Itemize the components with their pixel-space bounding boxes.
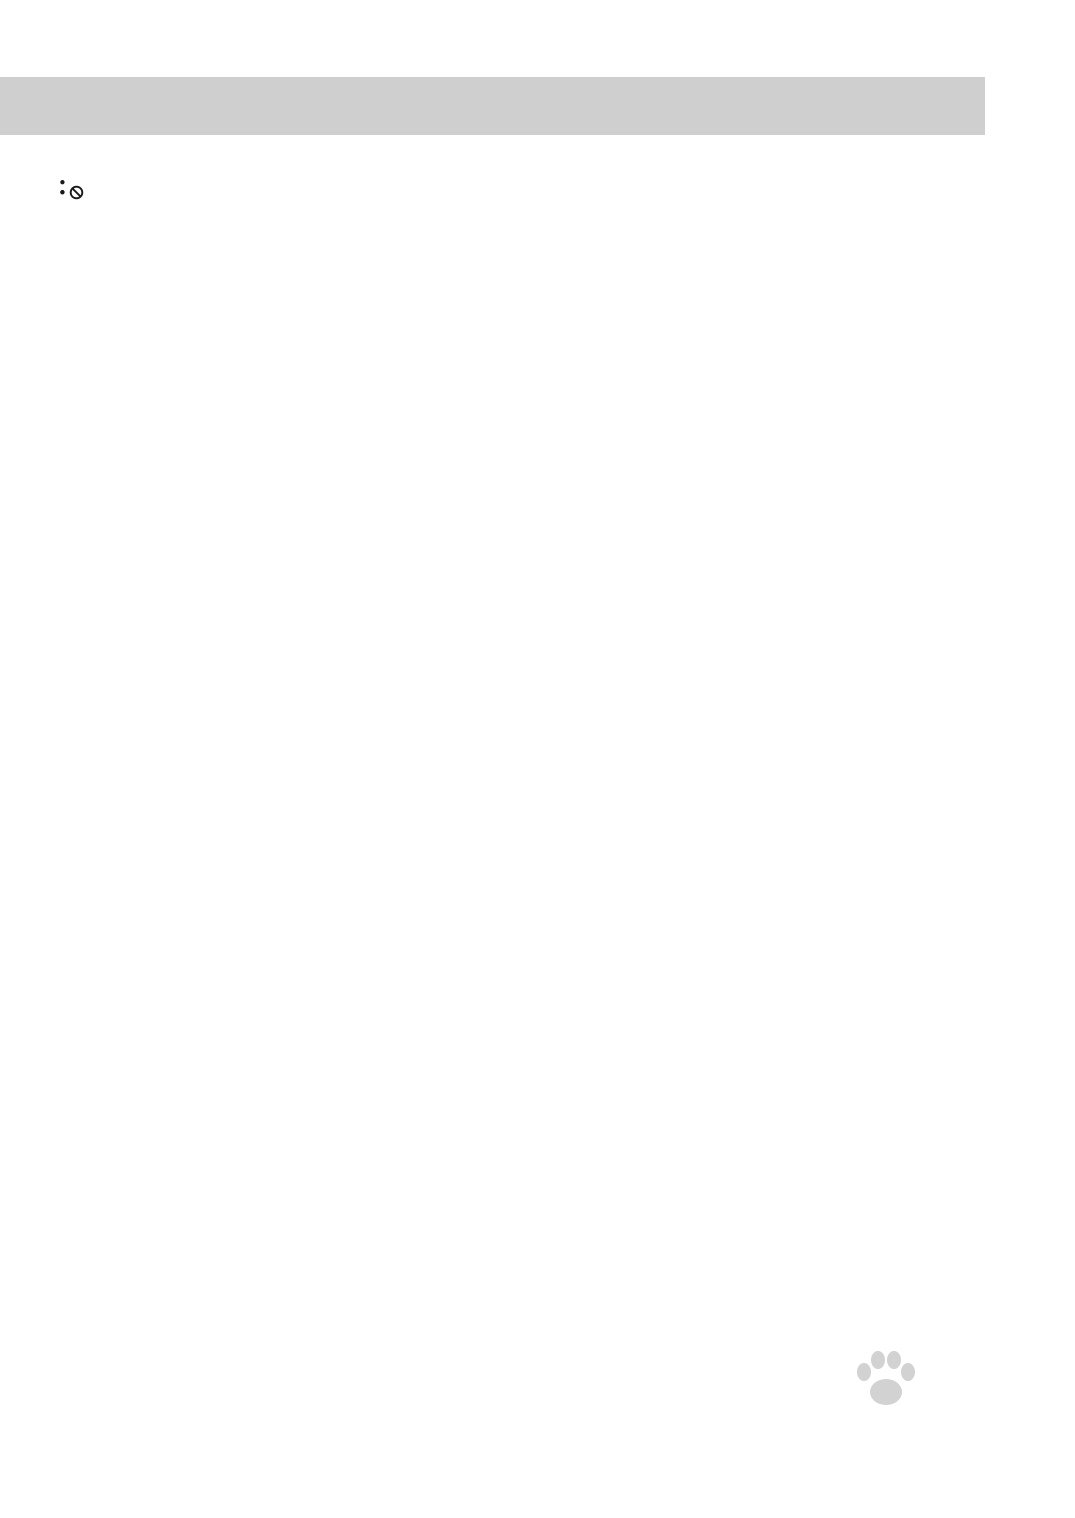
left-column <box>58 170 498 217</box>
list-item <box>58 182 498 205</box>
paw-icon <box>850 1350 920 1410</box>
no-symbol-icon <box>69 185 84 200</box>
right-column <box>537 170 987 182</box>
list-item-line <box>69 182 498 205</box>
baidu-watermark <box>762 1350 982 1470</box>
header-band <box>0 77 985 135</box>
bullet-list <box>58 182 498 205</box>
section-av-file <box>58 182 498 205</box>
